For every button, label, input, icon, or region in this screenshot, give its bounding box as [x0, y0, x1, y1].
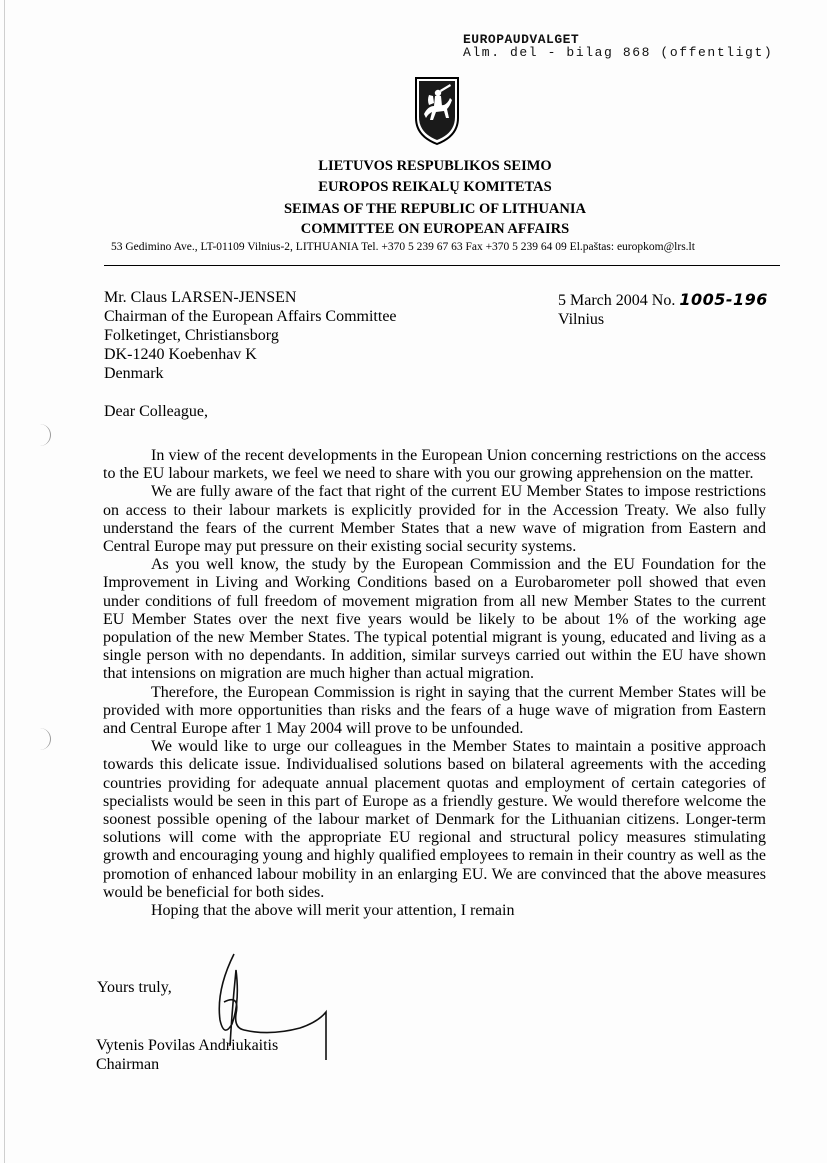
- registry-stamp: [463, 33, 773, 59]
- punch-hole-mark: [36, 728, 51, 750]
- date-block: [558, 290, 768, 329]
- signer-title: Chairman: [96, 1056, 160, 1073]
- letterhead-line-3: SEIMAS OF THE REPUBLIC OF LITHUANIA: [283, 201, 586, 217]
- salutation: Dear Colleague,: [104, 403, 208, 420]
- body-paragraph: We would like to urge our colleagues in the Member States to maintain a positive approach towards this delicate issue. Individualised solutions based on bilateral agreements with the acceding countries providing for adequate annual placement quotas and employment of certain categories of specialists would be seen in this part of Europe as a friendly gesture. We would therefore welcome the soonest possible opening of the labour market of Denmark for the Lithuanian citizens. Longer-term solutions will come with the appropriate EU regional and structural policy measures stimulating growth and encouraging young and highly qualified employees to remain in their country as well as the promotion of enhanced labour mobility in an enlarging EU. We are convinced that the above measures would be beneficial for both sides.: [103, 738, 766, 901]
- recipient-title: Chairman of the European Affairs Committee: [104, 308, 397, 325]
- stamp-line-2: Alm. del - bilag 868 (offentligt): [463, 45, 774, 60]
- body-paragraph: We are fully aware of the fact that right of the current EU Member States to impose restrictions on access to their labour markets is explicitly provided for in the Accession Treaty. We also fully understand the fears of the current Member States that a new wave of migration from Eastern and Central Europe may put pressure on their existing social security systems.: [103, 483, 766, 556]
- vytis-coat-of-arms-icon: [414, 76, 460, 146]
- body-paragraph: In view of the recent developments in the European Union concerning restrictions on the access to the EU labour markets, we feel we need to share with you our growing apprehension on the matter.: [103, 447, 766, 483]
- recipient-country: Denmark: [104, 365, 164, 382]
- punch-hole-mark: [36, 424, 51, 446]
- recipient-block: [104, 288, 397, 383]
- signer-name: Vytenis Povilas Andriukaitis: [96, 1037, 279, 1054]
- stamp-line-1: EUROPAUDVALGET: [463, 32, 580, 47]
- letter-date: 5 March 2004: [558, 292, 648, 309]
- signer-block: [96, 1036, 278, 1074]
- closing-hope: Hoping that the above will merit your attention, I remain: [151, 902, 515, 920]
- letter-body: [103, 447, 766, 920]
- reference-label: No.: [651, 292, 676, 309]
- letter-city: Vilnius: [558, 311, 605, 328]
- letterhead-line-4: COMMITTEE ON EUROPEAN AFFAIRS: [300, 221, 570, 237]
- closing-phrase: Yours truly,: [97, 979, 172, 996]
- body-paragraph: As you well know, the study by the European Commission and the EU Foundation for the Improvement in Living and Working Conditions based on a Eurobarometer poll showed that even under conditions of full freedom of movement migration from all new Member States to the current EU Member States over the next five years would be likely to be about 1% of the working age population of the new Member States. The typical potential migrant is young, educated and living as a single person with no dependants. In addition, similar surveys carried out within the EU have shown that intensions on migration are much higher than actual migration.: [103, 556, 766, 683]
- letterhead-divider: [104, 265, 780, 266]
- recipient-name: Mr. Claus LARSEN-JENSEN: [104, 289, 297, 306]
- reference-number: 1005-196: [679, 290, 768, 309]
- body-paragraph: Therefore, the European Commission is right in saying that the current Member States will be provided with more opportunities than risks and the fears of a huge wave of migration from Eastern and Central Europe after 1 May 2004 will prove to be unfounded.: [103, 683, 766, 738]
- letterhead-line-2: EUROPOS REIKALŲ KOMITETAS: [318, 179, 552, 195]
- letterhead-line-1: LIETUVOS RESPUBLIKOS SEIMO: [318, 158, 552, 174]
- letterhead-address: 53 Gedimino Ave., LT-01109 Vilnius-2, LITHUANIA Tel. +370 5 239 67 63 Fax +370 5 239 64 09 El.paštas: europkom@lrs.lt: [111, 241, 695, 253]
- recipient-org: Folketinget, Christiansborg: [104, 327, 279, 344]
- recipient-postal: DK-1240 Koebenhav K: [104, 346, 257, 363]
